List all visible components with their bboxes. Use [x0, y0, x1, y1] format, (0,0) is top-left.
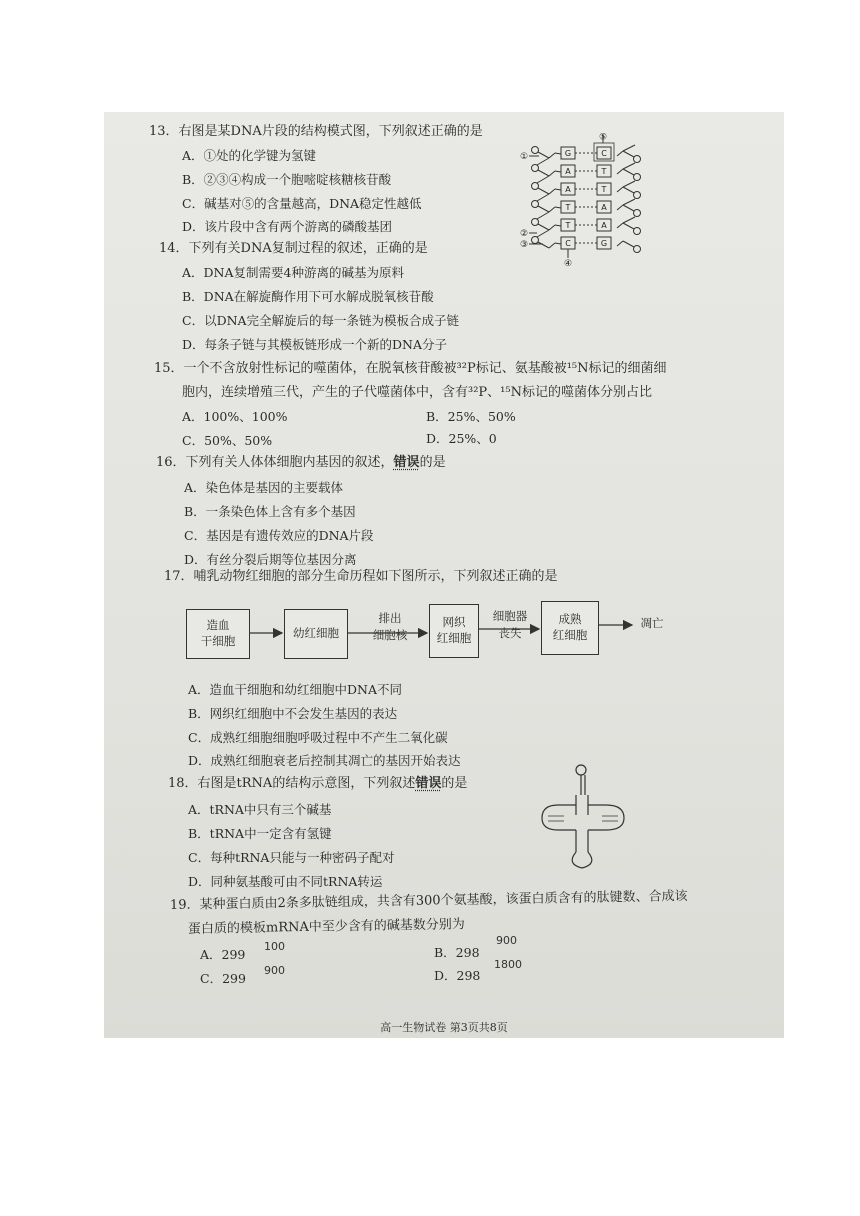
q16-option-c: C．基因是有遗传效应的DNA片段 — [184, 528, 374, 543]
flow-box-reticulocyte: 网织 红细胞 — [429, 604, 479, 658]
marker-1: ① — [519, 152, 529, 162]
q15-stem-line1: 15．一个不含放射性标记的噬菌体，在脱氧核苷酸被³²P标记、氨基酸被¹⁵N标记的细菌细 — [154, 361, 667, 376]
right-base-5: A — [601, 221, 607, 230]
flow-box-hematopoietic-stem-cell: 造血 干细胞 — [186, 609, 250, 659]
q19-stem-line1: 19．某种蛋白质由2条多肽链组成，共含有300个氨基酸，该蛋白质含有的肽键数、合成该 — [169, 888, 688, 913]
d-arm-loop — [542, 805, 576, 830]
right-base-6: G — [600, 239, 608, 248]
flow-step-organelles-lost: 细胞器 丧失 — [492, 609, 528, 641]
q14-stem: 14．下列有关DNA复制过程的叙述，正确的是 — [159, 241, 428, 256]
marker-5: ⑤ — [598, 132, 608, 143]
flow-step-nucleus-expelled: 排出 细胞核 — [372, 611, 408, 643]
q14-option-a: A．DNA复制需要4种游离的碱基为原料 — [182, 265, 404, 280]
q14-option-d: D．每条子链与其模板链形成一个新的DNA分子 — [182, 337, 448, 352]
marker-2: ② — [519, 229, 529, 239]
flow-arrows — [104, 112, 784, 672]
q19-option-c: C．299 — [200, 971, 246, 986]
marker-4: ④ — [563, 259, 573, 269]
right-base-3: T — [601, 185, 607, 194]
q18-option-b: B．tRNA中一定含有氢键 — [188, 826, 332, 841]
left-base-3: A — [565, 185, 571, 194]
q19-d-handwritten: 1800 — [494, 958, 522, 971]
q16-option-b: B．一条染色体上含有多个基因 — [184, 504, 356, 519]
q18-stem: 18．右图是tRNA的结构示意图，下列叙述错误的是 — [168, 776, 468, 791]
q19-a-handwritten: 100 — [264, 940, 285, 953]
q17-option-b: B．网织红细胞中不会发生基因的表达 — [188, 706, 398, 721]
q19-option-b: B．298 — [434, 945, 480, 960]
q19-c-handwritten: 900 — [264, 964, 285, 977]
flow-box-mature-erythrocyte: 成熟 红细胞 — [541, 601, 599, 655]
right-base-4: A — [601, 203, 607, 212]
left-base-2: A — [565, 167, 571, 176]
t-arm-loop — [588, 805, 624, 830]
q18-emphasis: 错误 — [415, 776, 442, 791]
left-base-4: T — [565, 203, 571, 212]
q15-option-d: D．25%、0 — [426, 431, 497, 446]
left-base-5: T — [565, 221, 571, 230]
right-base-2: T — [601, 167, 607, 176]
left-base-6: C — [565, 239, 571, 248]
q16-emphasis: 错误 — [393, 455, 420, 470]
q13-option-a: A．①处的化学键为氢键 — [182, 148, 317, 163]
q14-option-c: C．以DNA完全解旋后的每一条链为模板合成子链 — [182, 313, 460, 328]
q17-option-d: D．成熟红细胞衰老后控制其凋亡的基因开始表达 — [188, 753, 461, 768]
amino-acid-site — [576, 765, 586, 775]
q13-option-c: C．碱基对⑤的含量越高，DNA稳定性越低 — [182, 196, 422, 211]
anticodon-loop — [572, 852, 592, 868]
q18-option-d: D．同种氨基酸可由不同tRNA转运 — [188, 874, 383, 889]
q17-option-a: A．造血干细胞和幼红细胞中DNA不同 — [188, 682, 403, 697]
page-footer: 高一生物试卷 第3页共8页 — [380, 1021, 508, 1034]
flow-box-erythroblast: 幼红细胞 — [284, 609, 348, 659]
q18-option-c: C．每种tRNA只能与一种密码子配对 — [188, 850, 395, 865]
q16-option-d: D．有丝分裂后期等位基因分离 — [184, 552, 357, 567]
q13-stem: 13．右图是某DNA片段的结构模式图，下列叙述正确的是 — [149, 124, 483, 139]
trna-structure-diagram — [536, 760, 646, 878]
q16-stem: 16．下列有关人体体细胞内基因的叙述，错误的是 — [156, 455, 446, 470]
exam-page — [104, 112, 784, 1038]
q14-option-b: B．DNA在解旋酶作用下可水解成脱氧核苷酸 — [182, 289, 434, 304]
q19-stem-line2: 蛋白质的模板mRNA中至少含有的碱基数分别为 — [187, 917, 465, 937]
q19-option-a: A．299 — [200, 947, 246, 962]
q13-option-d: D．该片段中含有两个游离的磷酸基团 — [182, 219, 393, 234]
q15-option-a: A．100%、100% — [182, 409, 288, 424]
q13-option-b: B．②③④构成一个胞嘧啶核糖核苷酸 — [182, 172, 392, 187]
marker-3: ③ — [519, 240, 529, 250]
q17-option-c: C．成熟红细胞细胞呼吸过程中不产生二氧化碳 — [188, 730, 448, 745]
q15-stem-line2: 胞内，连续增殖三代，产生的子代噬菌体中，含有³²P、¹⁵N标记的噬菌体分别占比 — [182, 385, 652, 400]
right-base-1: C — [601, 149, 607, 158]
q17-stem: 17．哺乳动物红细胞的部分生命历程如下图所示，下列叙述正确的是 — [164, 569, 558, 584]
q15-option-b: B．25%、50% — [426, 409, 516, 424]
q15-option-c: C．50%、50% — [182, 433, 273, 448]
q19-option-d: D．298 — [434, 968, 481, 983]
q16-option-a: A．染色体是基因的主要载体 — [184, 480, 344, 495]
q19-b-handwritten: 900 — [496, 934, 517, 947]
left-base-1: G — [564, 149, 572, 158]
flow-end-apoptosis: 凋亡 — [640, 616, 664, 630]
q18-option-a: A．tRNA中只有三个碱基 — [188, 802, 332, 817]
